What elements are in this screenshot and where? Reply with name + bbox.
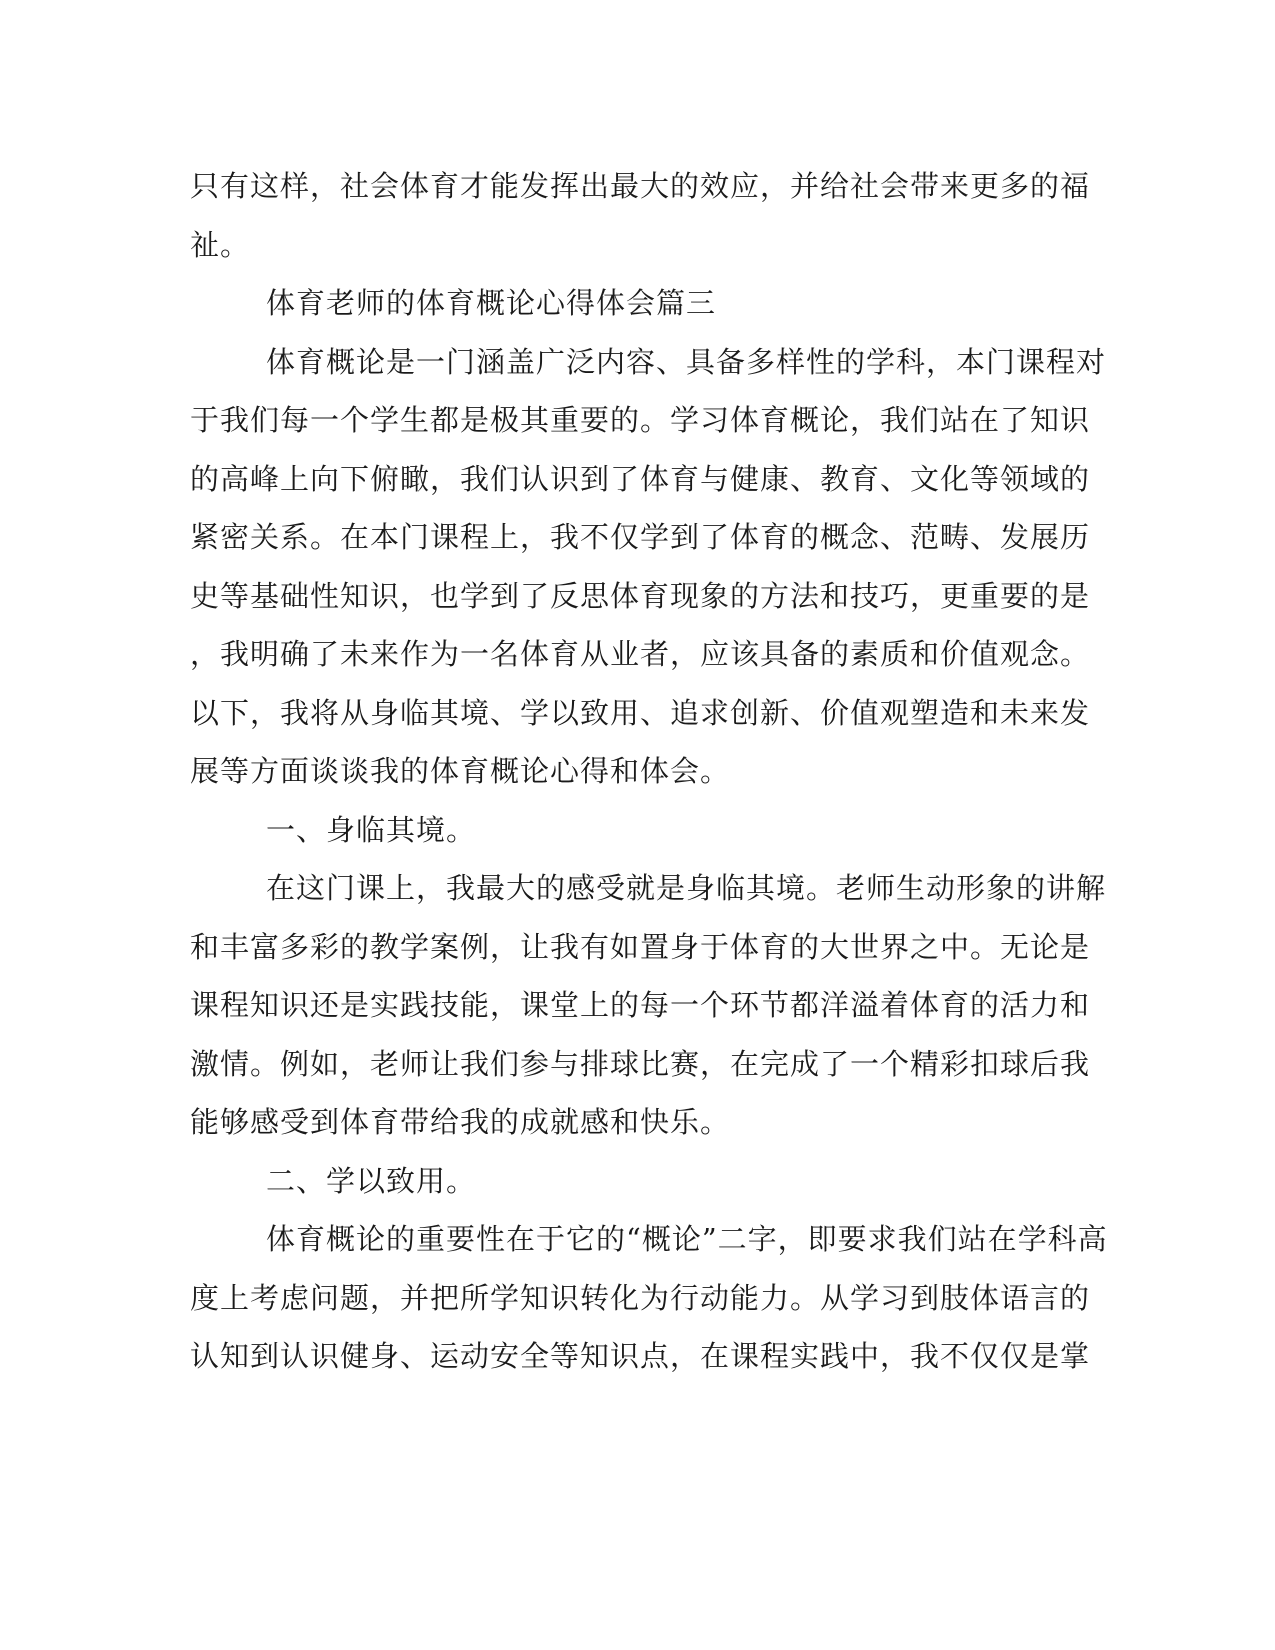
- text-line: 体育概论的重要性在于它的“概论”二字，即要求我们站在学科高: [266, 1222, 1108, 1256]
- text-line: 祉。: [190, 227, 251, 262]
- text-line: 度上考虑问题，并把所学知识转化为行动能力。从学习到肢体语言的: [190, 1280, 1091, 1315]
- text-line: 在这门课上，我最大的感受就是身临其境。老师生动形象的讲解: [266, 871, 1107, 905]
- subheading: 一、身临其境。: [266, 812, 477, 847]
- text-line: 以下，我将从身临其境、学以致用、追求创新、价值观塑造和未来发: [190, 695, 1091, 730]
- text-line: 于我们每一个学生都是极其重要的。学习体育概论，我们站在了知识: [190, 403, 1091, 437]
- text-line: 只有这样，社会体育才能发挥出最大的效应，并给社会带来更多的福: [190, 169, 1091, 203]
- text-line: 激情。例如，老师让我们参与排球比赛，在完成了一个精彩扣球后我: [190, 1046, 1091, 1081]
- text-line: ，我明确了未来作为一名体育从业者，应该具备的素质和价值观念。: [190, 637, 1091, 671]
- text-line: 的高峰上向下俯瞰，我们认识到了体育与健康、教育、文化等领域的: [190, 461, 1091, 496]
- text-line: 能够感受到体育带给我的成就感和快乐。: [190, 1105, 731, 1139]
- subheading: 二、学以致用。: [266, 1163, 477, 1198]
- text-line: 体育概论是一门涵盖广泛内容、具备多样性的学科，本门课程对: [266, 344, 1107, 379]
- text-line: 史等基础性知识，也学到了反思体育现象的方法和技巧，更重要的是: [190, 578, 1091, 613]
- text-line: 紧密关系。在本门课程上，我不仅学到了体育的概念、范畴、发展历: [190, 520, 1091, 554]
- text-line: 课程知识还是实践技能，课堂上的每一个环节都洋溢着体育的活力和: [190, 988, 1091, 1022]
- section-title: 体育老师的体育概论心得体会篇三: [266, 286, 717, 320]
- text-line: 展等方面谈谈我的体育概论心得和体会。: [190, 754, 731, 788]
- text-line: 认知到认识健身、运动安全等知识点，在课程实践中，我不仅仅是掌: [190, 1339, 1091, 1373]
- text-line: 和丰富多彩的教学案例，让我有如置身于体育的大世界之中。无论是: [190, 929, 1091, 964]
- document-body: [190, 157, 1108, 1386]
